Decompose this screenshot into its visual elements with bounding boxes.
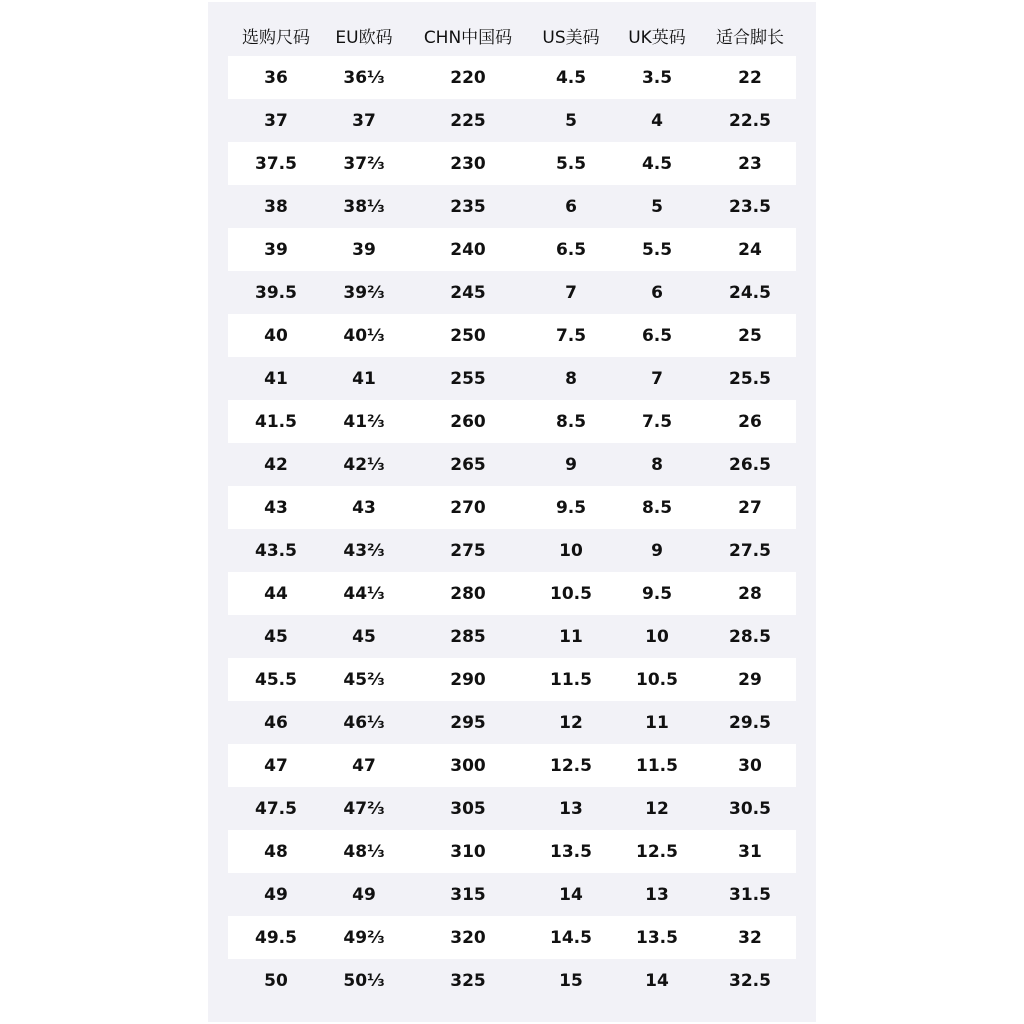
table-row (228, 185, 796, 228)
cell-us-size: 13.5 (532, 830, 610, 873)
cell-purchase-size: 38 (228, 185, 324, 228)
header-eu-size: EU欧码 (335, 27, 393, 48)
cell-eu-size: 47⅔ (324, 787, 404, 830)
table-row (228, 658, 796, 701)
cell-uk-size: 4.5 (610, 142, 704, 185)
cell-us-size: 8.5 (532, 400, 610, 443)
cell-uk-size: 4 (610, 99, 704, 142)
cell-chn-size: 325 (404, 959, 532, 1002)
cell-uk-size: 12.5 (610, 830, 704, 873)
cell-us-size: 5.5 (532, 142, 610, 185)
cell-us-size: 5 (532, 99, 610, 142)
cell-eu-size: 42⅓ (324, 443, 404, 486)
cell-chn-size: 310 (404, 830, 532, 873)
cell-purchase-size: 44 (228, 572, 324, 615)
cell-eu-size: 41 (324, 357, 404, 400)
cell-chn-size: 305 (404, 787, 532, 830)
cell-chn-size: 265 (404, 443, 532, 486)
table-row (228, 486, 796, 529)
table-row (228, 701, 796, 744)
cell-uk-size: 8.5 (610, 486, 704, 529)
cell-purchase-size: 46 (228, 701, 324, 744)
cell-eu-size: 37⅔ (324, 142, 404, 185)
cell-chn-size: 300 (404, 744, 532, 787)
cell-purchase-size: 45.5 (228, 658, 324, 701)
cell-foot-length: 25 (704, 314, 796, 357)
cell-purchase-size: 49.5 (228, 916, 324, 959)
cell-chn-size: 320 (404, 916, 532, 959)
cell-purchase-size: 40 (228, 314, 324, 357)
cell-purchase-size: 39.5 (228, 271, 324, 314)
cell-us-size: 15 (532, 959, 610, 1002)
cell-eu-size: 36⅓ (324, 56, 404, 99)
cell-uk-size: 11.5 (610, 744, 704, 787)
table-row (228, 873, 796, 916)
cell-purchase-size: 45 (228, 615, 324, 658)
cell-foot-length: 28 (704, 572, 796, 615)
cell-eu-size: 37 (324, 99, 404, 142)
cell-purchase-size: 50 (228, 959, 324, 1002)
cell-foot-length: 27 (704, 486, 796, 529)
cell-us-size: 11 (532, 615, 610, 658)
header-row (228, 14, 796, 56)
cell-eu-size: 49 (324, 873, 404, 916)
table-row (228, 830, 796, 873)
cell-purchase-size: 47.5 (228, 787, 324, 830)
cell-foot-length: 24.5 (704, 271, 796, 314)
cell-us-size: 11.5 (532, 658, 610, 701)
cell-chn-size: 235 (404, 185, 532, 228)
cell-foot-length: 25.5 (704, 357, 796, 400)
cell-chn-size: 295 (404, 701, 532, 744)
cell-chn-size: 280 (404, 572, 532, 615)
cell-purchase-size: 37 (228, 99, 324, 142)
cell-foot-length: 26.5 (704, 443, 796, 486)
cell-foot-length: 30.5 (704, 787, 796, 830)
table-row (228, 787, 796, 830)
cell-purchase-size: 43.5 (228, 529, 324, 572)
cell-us-size: 10 (532, 529, 610, 572)
cell-purchase-size: 37.5 (228, 142, 324, 185)
cell-eu-size: 40⅓ (324, 314, 404, 357)
cell-eu-size: 44⅓ (324, 572, 404, 615)
cell-foot-length: 23.5 (704, 185, 796, 228)
cell-foot-length: 22 (704, 56, 796, 99)
table-body (228, 56, 796, 1002)
cell-purchase-size: 36 (228, 56, 324, 99)
cell-uk-size: 8 (610, 443, 704, 486)
cell-uk-size: 10.5 (610, 658, 704, 701)
cell-uk-size: 7.5 (610, 400, 704, 443)
cell-eu-size: 50⅓ (324, 959, 404, 1002)
cell-eu-size: 45 (324, 615, 404, 658)
cell-foot-length: 31 (704, 830, 796, 873)
table-row (228, 357, 796, 400)
cell-chn-size: 260 (404, 400, 532, 443)
cell-foot-length: 29 (704, 658, 796, 701)
table-row (228, 572, 796, 615)
cell-us-size: 14.5 (532, 916, 610, 959)
table-row (228, 959, 796, 1002)
table-row (228, 271, 796, 314)
cell-uk-size: 5.5 (610, 228, 704, 271)
cell-eu-size: 38⅓ (324, 185, 404, 228)
cell-uk-size: 6.5 (610, 314, 704, 357)
table-row (228, 615, 796, 658)
cell-foot-length: 23 (704, 142, 796, 185)
cell-us-size: 12.5 (532, 744, 610, 787)
table-row (228, 142, 796, 185)
cell-uk-size: 13 (610, 873, 704, 916)
cell-us-size: 14 (532, 873, 610, 916)
cell-foot-length: 31.5 (704, 873, 796, 916)
table-row (228, 744, 796, 787)
cell-eu-size: 39 (324, 228, 404, 271)
table-row (228, 443, 796, 486)
cell-purchase-size: 48 (228, 830, 324, 873)
cell-chn-size: 255 (404, 357, 532, 400)
header-us-size: US美码 (542, 27, 600, 48)
cell-purchase-size: 47 (228, 744, 324, 787)
cell-uk-size: 9 (610, 529, 704, 572)
table-row (228, 916, 796, 959)
cell-us-size: 7 (532, 271, 610, 314)
header-foot-length: 适合脚长 (716, 27, 784, 48)
cell-us-size: 8 (532, 357, 610, 400)
cell-chn-size: 240 (404, 228, 532, 271)
cell-us-size: 6.5 (532, 228, 610, 271)
cell-chn-size: 245 (404, 271, 532, 314)
cell-uk-size: 7 (610, 357, 704, 400)
table-row (228, 228, 796, 271)
cell-us-size: 6 (532, 185, 610, 228)
cell-chn-size: 290 (404, 658, 532, 701)
cell-chn-size: 285 (404, 615, 532, 658)
cell-eu-size: 49⅔ (324, 916, 404, 959)
cell-us-size: 9 (532, 443, 610, 486)
table-row (228, 400, 796, 443)
cell-eu-size: 45⅔ (324, 658, 404, 701)
cell-chn-size: 220 (404, 56, 532, 99)
cell-us-size: 7.5 (532, 314, 610, 357)
cell-chn-size: 225 (404, 99, 532, 142)
cell-eu-size: 43⅔ (324, 529, 404, 572)
table-row (228, 314, 796, 357)
cell-uk-size: 9.5 (610, 572, 704, 615)
cell-foot-length: 24 (704, 228, 796, 271)
cell-chn-size: 230 (404, 142, 532, 185)
cell-uk-size: 11 (610, 701, 704, 744)
cell-eu-size: 48⅓ (324, 830, 404, 873)
cell-uk-size: 10 (610, 615, 704, 658)
cell-eu-size: 46⅓ (324, 701, 404, 744)
cell-purchase-size: 43 (228, 486, 324, 529)
table-row (228, 99, 796, 142)
header-purchase-size: 选购尺码 (242, 27, 310, 48)
table-row (228, 529, 796, 572)
cell-purchase-size: 42 (228, 443, 324, 486)
cell-chn-size: 275 (404, 529, 532, 572)
cell-uk-size: 12 (610, 787, 704, 830)
cell-purchase-size: 41.5 (228, 400, 324, 443)
cell-foot-length: 32 (704, 916, 796, 959)
cell-uk-size: 5 (610, 185, 704, 228)
size-chart-panel (208, 2, 816, 1022)
cell-us-size: 13 (532, 787, 610, 830)
cell-foot-length: 29.5 (704, 701, 796, 744)
cell-foot-length: 27.5 (704, 529, 796, 572)
cell-purchase-size: 39 (228, 228, 324, 271)
cell-purchase-size: 41 (228, 357, 324, 400)
cell-foot-length: 30 (704, 744, 796, 787)
header-uk-size: UK英码 (628, 27, 686, 48)
cell-us-size: 12 (532, 701, 610, 744)
cell-us-size: 10.5 (532, 572, 610, 615)
cell-chn-size: 250 (404, 314, 532, 357)
cell-eu-size: 41⅔ (324, 400, 404, 443)
cell-us-size: 9.5 (532, 486, 610, 529)
cell-chn-size: 270 (404, 486, 532, 529)
size-chart-table (228, 14, 796, 1002)
cell-foot-length: 26 (704, 400, 796, 443)
cell-uk-size: 14 (610, 959, 704, 1002)
cell-foot-length: 22.5 (704, 99, 796, 142)
table-row (228, 56, 796, 99)
cell-us-size: 4.5 (532, 56, 610, 99)
cell-uk-size: 3.5 (610, 56, 704, 99)
cell-uk-size: 6 (610, 271, 704, 314)
cell-eu-size: 43 (324, 486, 404, 529)
cell-purchase-size: 49 (228, 873, 324, 916)
header-chn-size: CHN中国码 (423, 27, 513, 48)
cell-eu-size: 47 (324, 744, 404, 787)
cell-foot-length: 28.5 (704, 615, 796, 658)
cell-uk-size: 13.5 (610, 916, 704, 959)
cell-chn-size: 315 (404, 873, 532, 916)
cell-eu-size: 39⅔ (324, 271, 404, 314)
cell-foot-length: 32.5 (704, 959, 796, 1002)
